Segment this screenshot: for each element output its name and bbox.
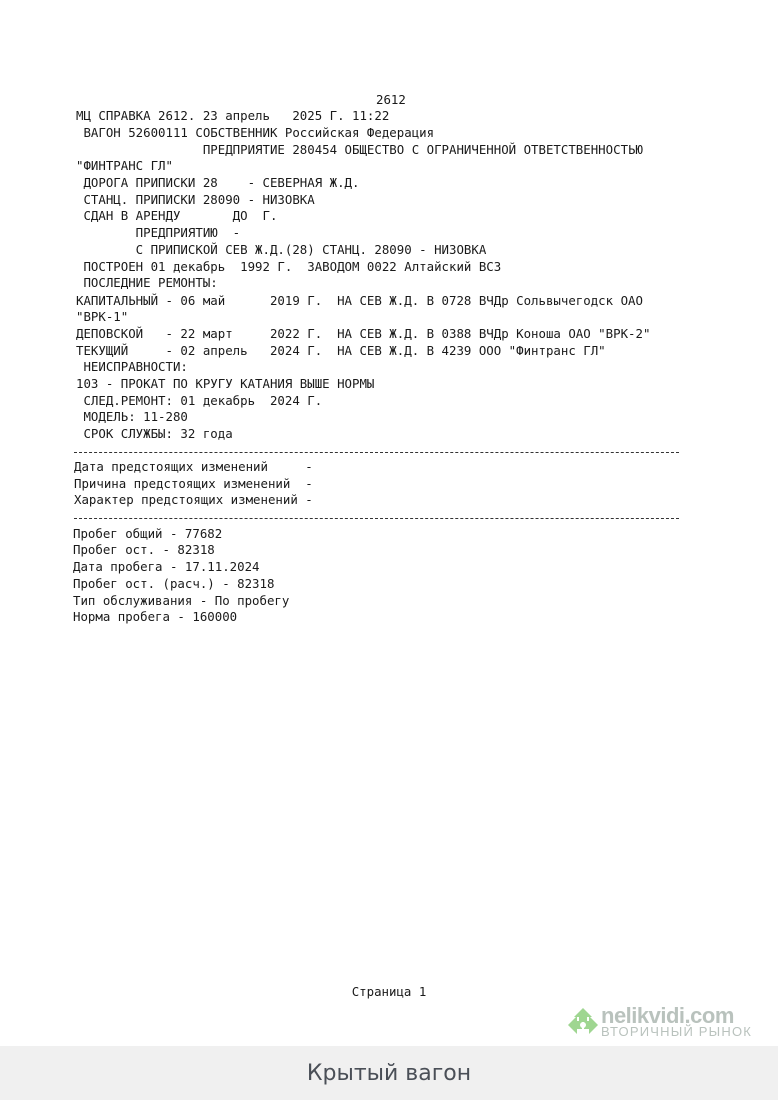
document-line: СДАН В АРЕНДУ ДО Г. (76, 208, 278, 223)
watermark-tagline: ВТОРИЧНЫЙ РЫНОК (601, 1024, 753, 1039)
document-line: МОДЕЛЬ: 11-280 (76, 409, 188, 424)
caption-bar (0, 1046, 778, 1100)
document-line: С ПРИПИСКОЙ СЕВ Ж.Д.(28) СТАНЦ. 28090 - НИЗОВКА (76, 242, 487, 257)
mileage-line: Пробег ост. (расч.) - 82318 (73, 576, 275, 591)
document-line: "ВРК-1" (76, 309, 129, 324)
document-line: 103 - ПРОКАТ ПО КРУГУ КАТАНИЯ ВЫШЕ НОРМЫ (76, 376, 375, 391)
mileage-line: Норма пробега - 160000 (73, 609, 238, 624)
document-line: ДЕПОВСКОЙ - 22 март 2022 Г. НА СЕВ Ж.Д. В 0388 ВЧДр Коноша ОАО "ВРК-2" (76, 326, 651, 341)
document-line: НЕИСПРАВНОСТИ: (76, 359, 188, 374)
document-line: "ФИНТРАНС ГЛ" (76, 158, 173, 173)
image-caption: Крытый вагон (306, 1060, 472, 1086)
mileage-line: Пробег ост. - 82318 (73, 542, 215, 557)
document-line: ПОСЛЕДНИЕ РЕМОНТЫ: (76, 275, 218, 290)
recycle-arrows-icon (565, 1005, 601, 1041)
document-line: ВАГОН 52600111 СОБСТВЕННИК Российская Федерация (76, 125, 435, 140)
page-number-top: 2612 (376, 92, 406, 107)
mileage-line: Дата пробега - 17.11.2024 (73, 559, 260, 574)
document-line: СЛЕД.РЕМОНТ: 01 декабрь 2024 Г. (76, 393, 323, 408)
change-line: Характер предстоящих изменений - (74, 492, 313, 507)
document-line: ПОСТРОЕН 01 декабрь 1992 Г. ЗАВОДОМ 0022 Алтайский ВСЗ (76, 259, 502, 274)
document-line: ПРЕДПРИЯТИЮ - (76, 225, 241, 240)
document-line: СТАНЦ. ПРИПИСКИ 28090 - НИЗОВКА (76, 192, 315, 207)
change-line: Дата предстоящих изменений - (74, 459, 313, 474)
dashed-divider (74, 452, 679, 453)
document-line: КАПИТАЛЬНЫЙ - 06 май 2019 Г. НА СЕВ Ж.Д. В 0728 ВЧДр Сольвычегодск ОАО (76, 293, 643, 308)
mileage-line: Тип обслуживания - По пробегу (73, 593, 290, 608)
mileage-line: Пробег общий - 77682 (73, 526, 223, 541)
watermark-logo (565, 1003, 765, 1043)
document-line: МЦ СПРАВКА 2612. 23 апрель 2025 Г. 11:22 (76, 108, 390, 123)
page-footer-number: Страница 1 (351, 984, 427, 999)
change-line: Причина предстоящих изменений - (74, 476, 313, 491)
document-line: СРОК СЛУЖБЫ: 32 года (76, 426, 233, 441)
document-line: ТЕКУЩИЙ - 02 апрель 2024 Г. НА СЕВ Ж.Д. В 4239 ООО "Финтранс ГЛ" (76, 343, 606, 358)
dashed-divider (74, 518, 679, 519)
document-line: ДОРОГА ПРИПИСКИ 28 - СЕВЕРНАЯ Ж.Д. (76, 175, 360, 190)
document-line: ПРЕДПРИЯТИЕ 280454 ОБЩЕСТВО С ОГРАНИЧЕННОЙ ОТВЕТСТВЕННОСТЬЮ (76, 142, 643, 157)
watermark-brand: nelikvidi.com (601, 1003, 734, 1028)
